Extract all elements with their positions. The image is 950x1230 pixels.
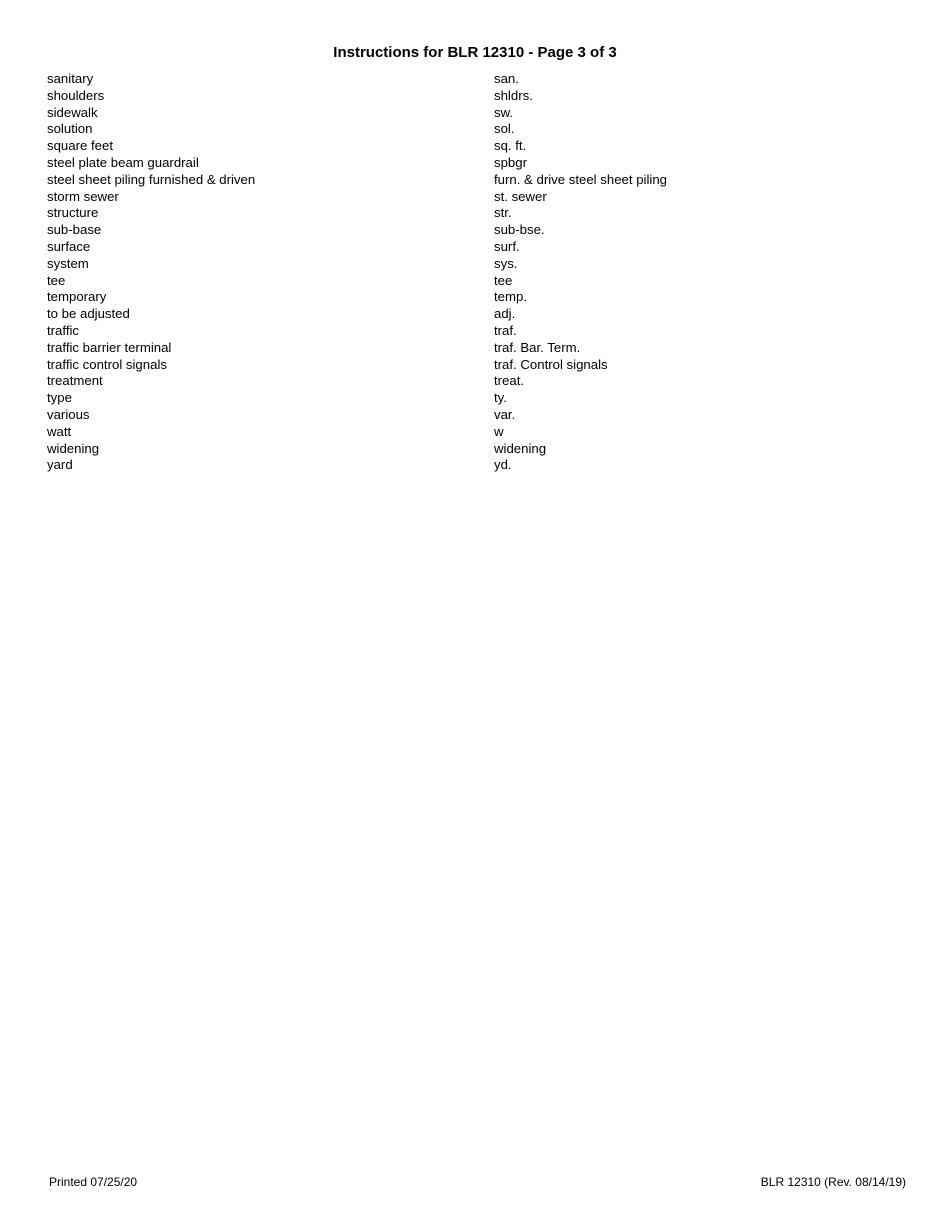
abbreviation-text: var. bbox=[494, 406, 516, 422]
term-text: steel sheet piling furnished & driven bbox=[47, 171, 256, 187]
term-text: traffic bbox=[47, 322, 80, 338]
abbreviation-text: san. bbox=[494, 71, 519, 86]
abbreviation-text: ty. bbox=[494, 390, 507, 406]
term-text: surface bbox=[47, 238, 91, 254]
abbreviation-row bbox=[47, 256, 907, 273]
abbreviation-row bbox=[47, 222, 907, 239]
abbreviation-text: sys. bbox=[494, 255, 518, 271]
term-text: to be adjusted bbox=[47, 306, 130, 322]
term-text: storm sewer bbox=[47, 188, 119, 204]
term-text: widening bbox=[47, 440, 100, 456]
abbreviation-text: shldrs. bbox=[494, 87, 533, 103]
term-text: yard bbox=[47, 457, 73, 473]
abbreviation-text: temp. bbox=[494, 289, 527, 305]
term-text: temporary bbox=[47, 289, 107, 305]
abbreviation-text: adj. bbox=[494, 306, 516, 322]
term-text: traffic barrier terminal bbox=[47, 339, 172, 355]
term-text: treatment bbox=[47, 373, 103, 389]
term-text: sanitary bbox=[47, 71, 94, 86]
abbreviation-row bbox=[47, 441, 907, 458]
abbreviation-text: treat. bbox=[494, 373, 525, 389]
abbreviation-text: traf. Bar. Term. bbox=[494, 339, 581, 355]
term-text: structure bbox=[47, 205, 99, 221]
abbreviation-text: str. bbox=[494, 205, 512, 221]
page-title: Instructions for BLR 12310 - Page 3 of 3 bbox=[333, 44, 617, 61]
term-text: sidewalk bbox=[47, 104, 98, 120]
term-text: steel plate beam guardrail bbox=[47, 154, 199, 170]
abbreviation-text: sq. ft. bbox=[494, 138, 527, 154]
abbreviation-row bbox=[47, 205, 907, 222]
abbreviation-row bbox=[47, 172, 907, 189]
abbreviation-text: surf. bbox=[494, 238, 520, 254]
abbreviation-text: st. sewer bbox=[494, 188, 547, 204]
abbreviation-row bbox=[47, 189, 907, 206]
abbreviation-row bbox=[47, 357, 907, 374]
abbreviation-row bbox=[47, 273, 907, 290]
term-text: shoulders bbox=[47, 87, 105, 103]
abbreviation-row bbox=[47, 407, 907, 424]
abbreviation-row bbox=[47, 390, 907, 407]
abbreviation-text: furn. & drive steel sheet piling bbox=[494, 171, 667, 187]
abbreviation-row bbox=[47, 71, 907, 88]
term-text: traffic control signals bbox=[47, 356, 167, 372]
abbreviation-text: traf. bbox=[494, 322, 517, 338]
term-text: system bbox=[47, 255, 89, 271]
abbreviation-row bbox=[47, 155, 907, 172]
abbreviation-row bbox=[47, 105, 907, 122]
term-text: solution bbox=[47, 121, 93, 137]
abbreviation-row bbox=[47, 121, 907, 138]
abbreviation-text: widening bbox=[494, 440, 547, 456]
abbreviation-row bbox=[47, 373, 907, 390]
abbreviation-row bbox=[47, 424, 907, 441]
abbreviation-text: sub-bse. bbox=[494, 222, 545, 238]
abbreviation-text: tee bbox=[494, 272, 513, 288]
term-text: sub-base bbox=[47, 222, 102, 238]
abbreviation-table bbox=[47, 71, 907, 474]
abbreviation-text: traf. Control signals bbox=[494, 356, 608, 372]
abbreviation-row bbox=[47, 138, 907, 155]
abbreviation-row bbox=[47, 306, 907, 323]
term-text: tee bbox=[47, 272, 66, 288]
abbreviation-row bbox=[47, 457, 907, 474]
term-text: type bbox=[47, 390, 72, 406]
term-text: square feet bbox=[47, 138, 113, 154]
abbreviation-row bbox=[47, 88, 907, 105]
abbreviation-row bbox=[47, 289, 907, 306]
term-text: watt bbox=[47, 423, 72, 439]
abbreviation-row bbox=[47, 340, 907, 357]
abbreviation-text: sol. bbox=[494, 121, 515, 137]
abbreviation-row bbox=[47, 239, 907, 256]
abbreviation-text: sw. bbox=[494, 104, 514, 120]
abbreviation-text: w bbox=[494, 423, 504, 439]
term-text: various bbox=[47, 406, 90, 422]
abbreviation-text: spbgr bbox=[494, 154, 527, 170]
abbreviation-row bbox=[47, 323, 907, 340]
abbreviation-text: yd. bbox=[494, 457, 512, 473]
form-revision: BLR 12310 (Rev. 08/14/19) bbox=[760, 1175, 906, 1189]
printed-date: Printed 07/25/20 bbox=[49, 1175, 138, 1189]
